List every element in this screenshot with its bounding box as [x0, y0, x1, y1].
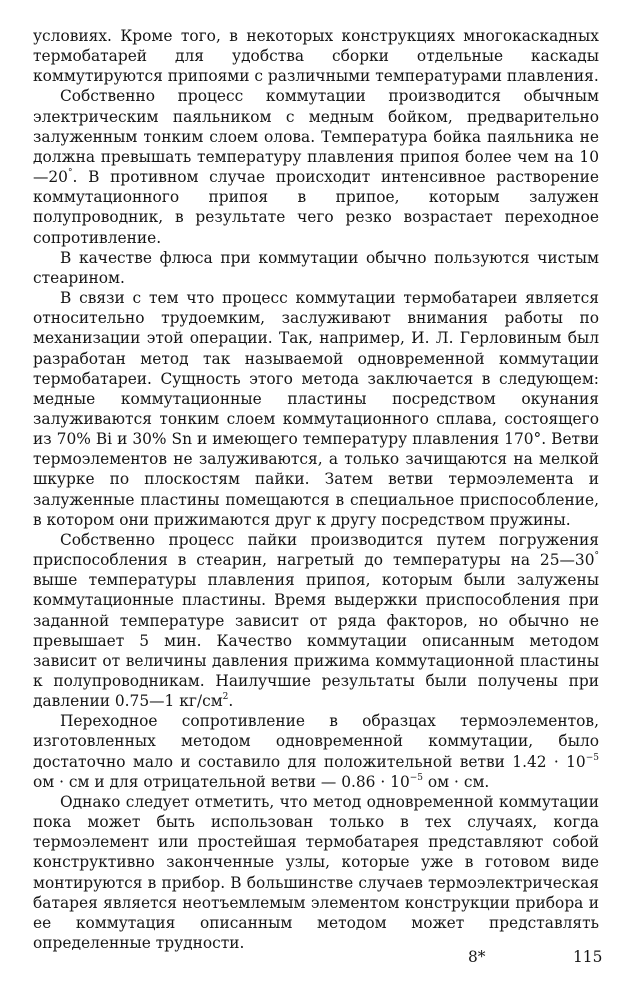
- paragraph-3: [33, 248, 599, 288]
- text-run: .: [228, 692, 234, 711]
- superscript: °: [594, 550, 599, 561]
- text-run: Переходное сопротивление в образцах термоэлементов, изготовленных методом одновременной коммутации, было достаточно мало и составило для положительной ветви 1.42 · 10: [33, 712, 599, 771]
- text-run: Однако следует отметить, что метод одновременной коммутации пока может быть использован только в тех случаях, когда термоэлемент или простейшая термобатарея представляют собой конструктивно законченные узлы, которые уже в готовом виде монтируются в прибор. В большинстве случаев термоэлектрическая батарея является неотъемлемым элементом конструкции прибора и ее коммутация описанным методом может представлять определенные трудности.: [33, 792, 599, 953]
- paragraph-7: [33, 792, 599, 953]
- page-number: 115: [573, 948, 603, 966]
- text-run: выше температуры плавления припоя, которым были залужены коммутационные пластины. Время выдержки приспособления при заданной температуре зависит от ряда факторов, но обычно не превышает 5 мин. Качество коммутации описанным методом зависит от величины давления прижима коммутационной пластины к полупроводникам. Наилучшие результаты были получены при давлении 0.75—1 кг/см: [33, 571, 599, 711]
- text-run: Собственно процесс коммутации производится обычным электрическим паяльником с медным бойком, предварительно залуженным тонким слоем олова. Температура бойка паяльника не должна превышать температуру плавления припоя более чем на 10—20: [33, 87, 599, 187]
- text-run: условиях. Кроме того, в некоторых конструкциях многокаскадных термобатарей для удобства сборки отдельные каскады коммутируются припоями с различными температурами плавления.: [33, 27, 599, 86]
- superscript: 2: [222, 692, 229, 703]
- paragraph-5: [33, 530, 599, 711]
- superscript: °: [67, 167, 73, 178]
- paragraph-4: [33, 288, 599, 530]
- text-run: ом · см и для отрицательной ветви — 0.86 · 10: [33, 772, 410, 791]
- page-body: [33, 26, 599, 953]
- paragraph-2: [33, 86, 599, 247]
- text-run: . В противном случае происходит интенсивное растворение коммутационного припоя в припое, которым залужен полупроводник, в результате чего резко возрастает переходное сопротивление.: [33, 168, 599, 247]
- printer-signature-mark: 8*: [468, 948, 486, 966]
- paragraph-1: [33, 26, 599, 86]
- text-run: ом · см.: [423, 772, 490, 791]
- page-footer: [0, 948, 627, 970]
- superscript: −5: [585, 752, 599, 763]
- text-run: Собственно процесс пайки производится путем погружения приспособления в стеарин, нагретый до температуры на 25—30: [33, 530, 599, 570]
- paragraph-6: [33, 711, 599, 792]
- superscript: −5: [409, 772, 424, 783]
- text-run: В качестве флюса при коммутации обычно пользуются чистым стеарином.: [33, 248, 599, 287]
- text-run: В связи с тем что процесс коммутации термобатареи является относительно трудоемким, заслуживают внимания работы по механизации этой операции. Так, например, И. Л. Герловиным был разработан метод так называемой одновременной коммутации термобатареи. Сущность этого метода заключается в следующем: медные коммутационные пластины посредством окунания залуживаются тонким слоем коммутационного сплава, состоящего из 70% Bi и 30% Sn и имеющего температуру плавления 170°. Ветви термоэлементов не залуживаются, а только зачищаются на мелкой шкурке по плоскостям пайки. Затем ветви термоэлемента и залуженные пластины помещаются в специальное приспособление, в котором они прижимаются друг к другу посредством пружины.: [33, 289, 599, 529]
